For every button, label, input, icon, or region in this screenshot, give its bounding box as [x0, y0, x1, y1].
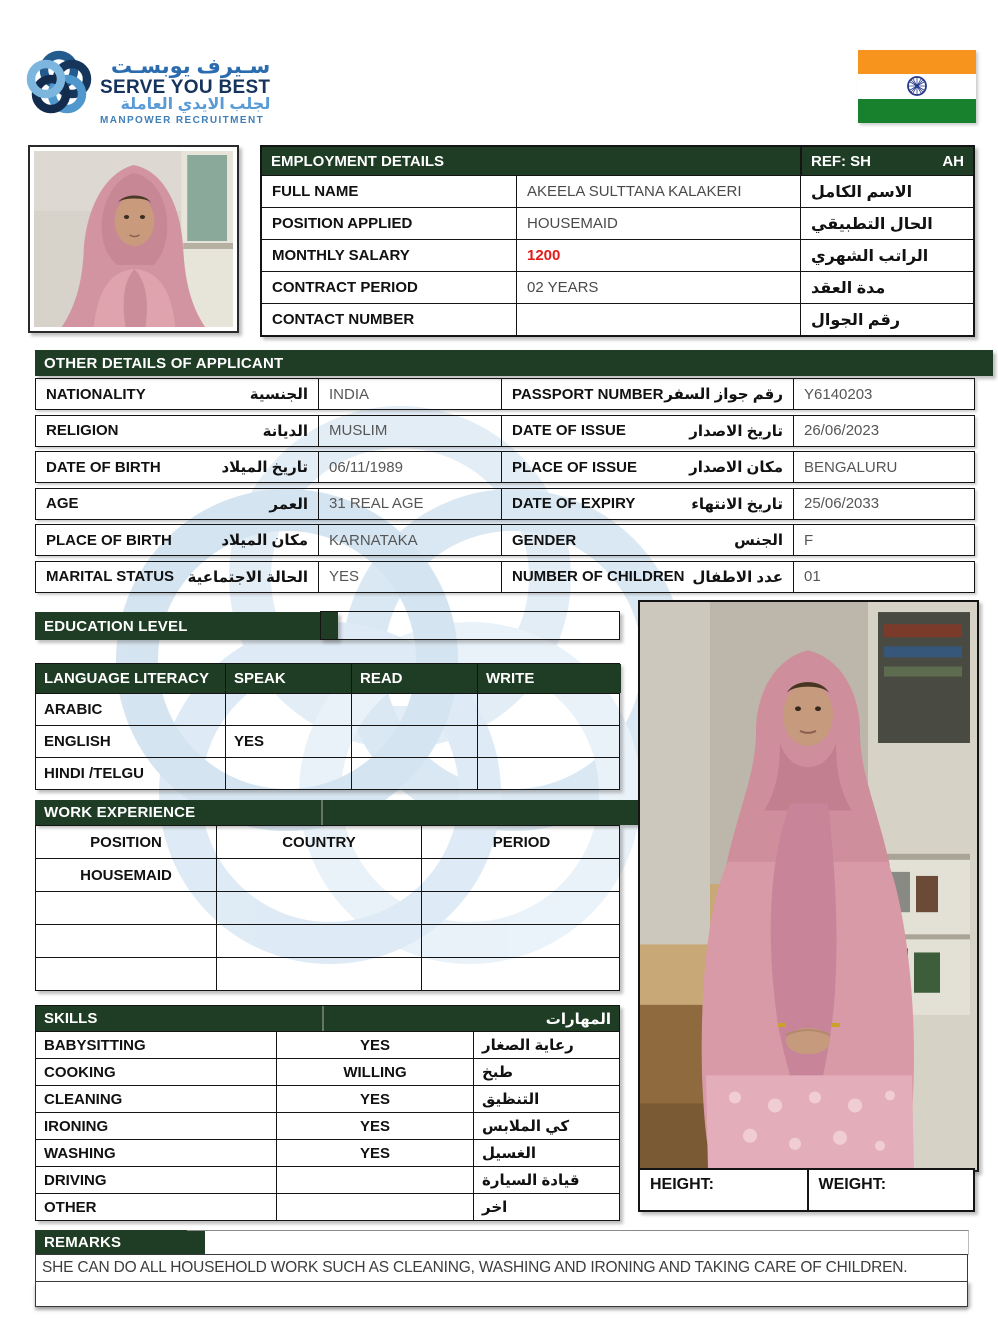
- children-value: 01: [793, 562, 974, 592]
- employment-table-header: [262, 147, 973, 175]
- table-row: [262, 271, 973, 303]
- table-row: [36, 725, 619, 757]
- cleaning-arabic: التنظيق: [473, 1086, 621, 1112]
- english-write-value: [477, 726, 621, 757]
- table-row: [262, 239, 973, 271]
- work-position-value: [36, 958, 216, 990]
- table-row: [36, 1112, 619, 1139]
- date-of-expiry-label: DATE OF EXPIRY: [512, 495, 636, 513]
- position-applied-label: POSITION APPLIED: [272, 215, 413, 232]
- header-divider: [322, 1006, 324, 1031]
- date-of-expiry-arabic: تاريخ الانتهاء: [691, 495, 783, 513]
- education-level-value: [320, 611, 620, 640]
- religion-value: MUSLIM: [318, 416, 501, 446]
- height-label: HEIGHT:: [650, 1176, 714, 1193]
- language-literacy-table: [35, 663, 620, 790]
- remarks-text: SHE CAN DO ALL HOUSEHOLD WORK SUCH AS CLEANING, WASHING AND IRONING AND TAKING CARE OF CHILDREN.: [35, 1254, 968, 1282]
- date-of-birth-label: DATE OF BIRTH: [46, 458, 161, 476]
- brand-tagline-english: MANPOWER RECRUITMENT: [100, 114, 265, 126]
- weight-label: WEIGHT:: [818, 1176, 887, 1193]
- table-row: [36, 924, 619, 957]
- brand-name-arabic: سـيرف يوبسـت: [110, 54, 271, 78]
- date-of-issue-label: DATE OF ISSUE: [512, 422, 626, 440]
- date-of-birth-value: 06/11/1989: [318, 452, 501, 482]
- date-of-expiry-value: 25/06/2033: [793, 489, 974, 519]
- work-position-value: HOUSEMAID: [80, 866, 172, 884]
- nationality-arabic: الجنسية: [249, 386, 308, 403]
- passport-number-value: Y6140203: [793, 379, 974, 409]
- period-column-header: PERIOD: [421, 826, 621, 858]
- table-row: [36, 1031, 619, 1058]
- other-details-title: OTHER DETAILS OF APPLICANT: [35, 350, 993, 376]
- ref-label: REF: SH: [811, 152, 871, 170]
- other-skill-value: [276, 1194, 473, 1220]
- work-table-header: [36, 826, 619, 858]
- table-row: [35, 415, 975, 447]
- full-name-value: AKEELA SULTTANA KALAKERI: [516, 176, 800, 207]
- washing-label: WASHING: [44, 1144, 116, 1162]
- table-row: [36, 1085, 619, 1112]
- age-arabic: العمر: [269, 495, 308, 513]
- work-period-value: [421, 925, 621, 957]
- age-label: AGE: [46, 495, 79, 513]
- other-skill-label: OTHER: [44, 1198, 97, 1216]
- work-country-value: [216, 958, 421, 990]
- table-row: [36, 1193, 619, 1220]
- applicant-photo-full: [638, 600, 979, 1172]
- monthly-salary-value: 1200: [516, 240, 800, 271]
- washing-arabic: الغسيل: [473, 1140, 621, 1166]
- babysitting-value: YES: [276, 1032, 473, 1058]
- ref-cell: [800, 147, 973, 175]
- weight-cell: [807, 1170, 974, 1210]
- hindi-telgu-language-label: HINDI /TELGU: [44, 765, 144, 782]
- work-position-value: [36, 892, 216, 924]
- place-of-birth-arabic: مكان الميلاد: [221, 532, 308, 550]
- table-row: [36, 693, 619, 725]
- table-row: [35, 524, 975, 556]
- table-row: [36, 891, 619, 924]
- marital-status-value: YES: [318, 562, 501, 592]
- table-row: [35, 451, 975, 483]
- hindi-speak-value: [225, 758, 351, 789]
- work-period-value: [421, 859, 621, 891]
- nationality-value: INDIA: [318, 379, 501, 409]
- brand-name-english: SERVE YOU BEST: [100, 76, 271, 98]
- height-cell: [640, 1170, 807, 1210]
- table-row: [36, 1139, 619, 1166]
- gender-label: GENDER: [512, 531, 577, 549]
- other-details-table: [35, 378, 975, 598]
- cooking-arabic: طبخ: [473, 1059, 621, 1085]
- contact-number-value: [516, 304, 800, 335]
- table-row: [36, 1166, 619, 1193]
- english-language-label: ENGLISH: [44, 733, 111, 750]
- work-period-value: [421, 958, 621, 990]
- marital-status-label: MARITAL STATUS: [46, 568, 175, 586]
- header-divider: [321, 800, 323, 825]
- age-value: 31 REAL AGE: [318, 489, 501, 519]
- ref-suffix: AH: [942, 152, 964, 170]
- religion-arabic: الديانة: [262, 422, 308, 440]
- work-country-value: [216, 925, 421, 957]
- brand-tagline-arabic: لجلب الايدي العاملة: [120, 96, 271, 114]
- table-row: [36, 757, 619, 789]
- other-skill-arabic: اخر: [473, 1194, 621, 1220]
- table-row: [35, 378, 975, 410]
- children-label: NUMBER OF CHILDREN: [512, 568, 685, 586]
- contract-period-arabic: مدة العقد: [800, 272, 973, 303]
- date-of-issue-value: 26/06/2023: [793, 416, 974, 446]
- work-position-value: [36, 925, 216, 957]
- employment-title: EMPLOYMENT DETAILS: [262, 147, 800, 175]
- cleaning-value: YES: [276, 1086, 473, 1112]
- full-name-arabic: الاسم الكامل: [800, 176, 973, 207]
- babysitting-label: BABYSITTING: [44, 1036, 146, 1054]
- table-row: [262, 207, 973, 239]
- work-experience-table: [35, 825, 620, 991]
- monthly-salary-label: MONTHLY SALARY: [272, 247, 410, 264]
- full-name-label: FULL NAME: [272, 183, 359, 200]
- education-level-label: EDUCATION LEVEL: [35, 612, 338, 640]
- contact-number-arabic: رقم الجوال: [800, 304, 973, 335]
- place-of-birth-label: PLACE OF BIRTH: [46, 531, 172, 549]
- passport-number-arabic: رقم جواز السفر: [664, 386, 783, 403]
- employment-details-table: [260, 145, 975, 337]
- cooking-value: WILLING: [276, 1059, 473, 1085]
- applicant-photo: [28, 145, 239, 333]
- table-row: [35, 488, 975, 520]
- english-speak-value: YES: [225, 726, 351, 757]
- date-of-issue-arabic: تاريخ الاصدار: [689, 422, 783, 440]
- work-country-value: [216, 892, 421, 924]
- remarks-side-cell: [187, 1230, 969, 1255]
- work-period-value: [421, 892, 621, 924]
- read-column-header: READ: [351, 664, 477, 693]
- brand-logo-icon: [26, 46, 92, 124]
- flag-saffron-stripe: [858, 50, 976, 74]
- contract-period-value: 02 YEARS: [516, 272, 800, 303]
- cooking-label: COOKING: [44, 1063, 116, 1081]
- skills-title-english: SKILLS: [44, 1010, 98, 1027]
- contact-number-label: CONTACT NUMBER: [272, 311, 415, 328]
- arabic-language-label: ARABIC: [44, 701, 103, 718]
- flag-green-stripe: [858, 99, 976, 123]
- brand-header: [26, 46, 326, 136]
- language-literacy-title: LANGUAGE LITERACY: [36, 664, 225, 693]
- driving-arabic: قيادة السيارة: [473, 1167, 621, 1193]
- remarks-empty-row: [35, 1282, 968, 1307]
- position-column-header: POSITION: [90, 833, 162, 851]
- speak-column-header: SPEAK: [225, 664, 351, 693]
- table-row: [36, 957, 619, 990]
- table-row: [262, 175, 973, 207]
- write-column-header: WRITE: [477, 664, 621, 693]
- hindi-read-value: [351, 758, 477, 789]
- place-of-birth-value: KARNATAKA: [318, 525, 501, 555]
- religion-label: RELIGION: [46, 422, 119, 440]
- ironing-arabic: كي الملابس: [473, 1113, 621, 1139]
- monthly-salary-arabic: الراتب الشهري: [800, 240, 973, 271]
- ironing-value: YES: [276, 1113, 473, 1139]
- arabic-read-value: [351, 694, 477, 725]
- marital-status-arabic: الحالة الاجتماعية: [187, 568, 308, 586]
- washing-value: YES: [276, 1140, 473, 1166]
- driving-label: DRIVING: [44, 1171, 107, 1189]
- skills-title-arabic: المهارات: [545, 1010, 611, 1028]
- position-applied-arabic: الحال التطبيقي: [800, 208, 973, 239]
- ashoka-chakra-icon: [906, 75, 928, 97]
- work-experience-title-text: WORK EXPERIENCE: [44, 804, 196, 821]
- skills-table: [35, 1005, 620, 1221]
- work-experience-title: [35, 800, 638, 825]
- height-weight-row: [638, 1168, 975, 1212]
- country-column-header: COUNTRY: [216, 826, 421, 858]
- passport-number-label: PASSPORT NUMBER: [512, 385, 664, 403]
- work-country-value: [216, 859, 421, 891]
- nationality-label: NATIONALITY: [46, 385, 146, 403]
- remarks-title: REMARKS: [35, 1230, 205, 1254]
- contract-period-label: CONTRACT PERIOD: [272, 279, 418, 296]
- india-flag: [858, 50, 976, 123]
- hindi-write-value: [477, 758, 621, 789]
- place-of-issue-label: PLACE OF ISSUE: [512, 458, 638, 476]
- gender-value: F: [793, 525, 974, 555]
- position-applied-value: HOUSEMAID: [516, 208, 800, 239]
- table-row: [262, 303, 973, 335]
- place-of-issue-arabic: مكان الاصدار: [689, 459, 783, 477]
- gender-arabic: الجنس: [734, 532, 783, 550]
- table-row: [36, 858, 619, 891]
- driving-value: [276, 1167, 473, 1193]
- table-row: [36, 1058, 619, 1085]
- cleaning-label: CLEANING: [44, 1090, 123, 1108]
- table-row: [35, 561, 975, 593]
- arabic-speak-value: [225, 694, 351, 725]
- babysitting-arabic: رعاية الصغار: [473, 1032, 621, 1058]
- english-read-value: [351, 726, 477, 757]
- date-of-birth-arabic: تاريخ الميلاد: [221, 459, 308, 477]
- ironing-label: IRONING: [44, 1117, 109, 1135]
- language-table-header: [36, 664, 619, 693]
- children-arabic: عدد الاطفال: [692, 568, 783, 586]
- arabic-write-value: [477, 694, 621, 725]
- place-of-issue-value: BENGALURU: [793, 452, 974, 482]
- skills-table-header: [36, 1006, 619, 1031]
